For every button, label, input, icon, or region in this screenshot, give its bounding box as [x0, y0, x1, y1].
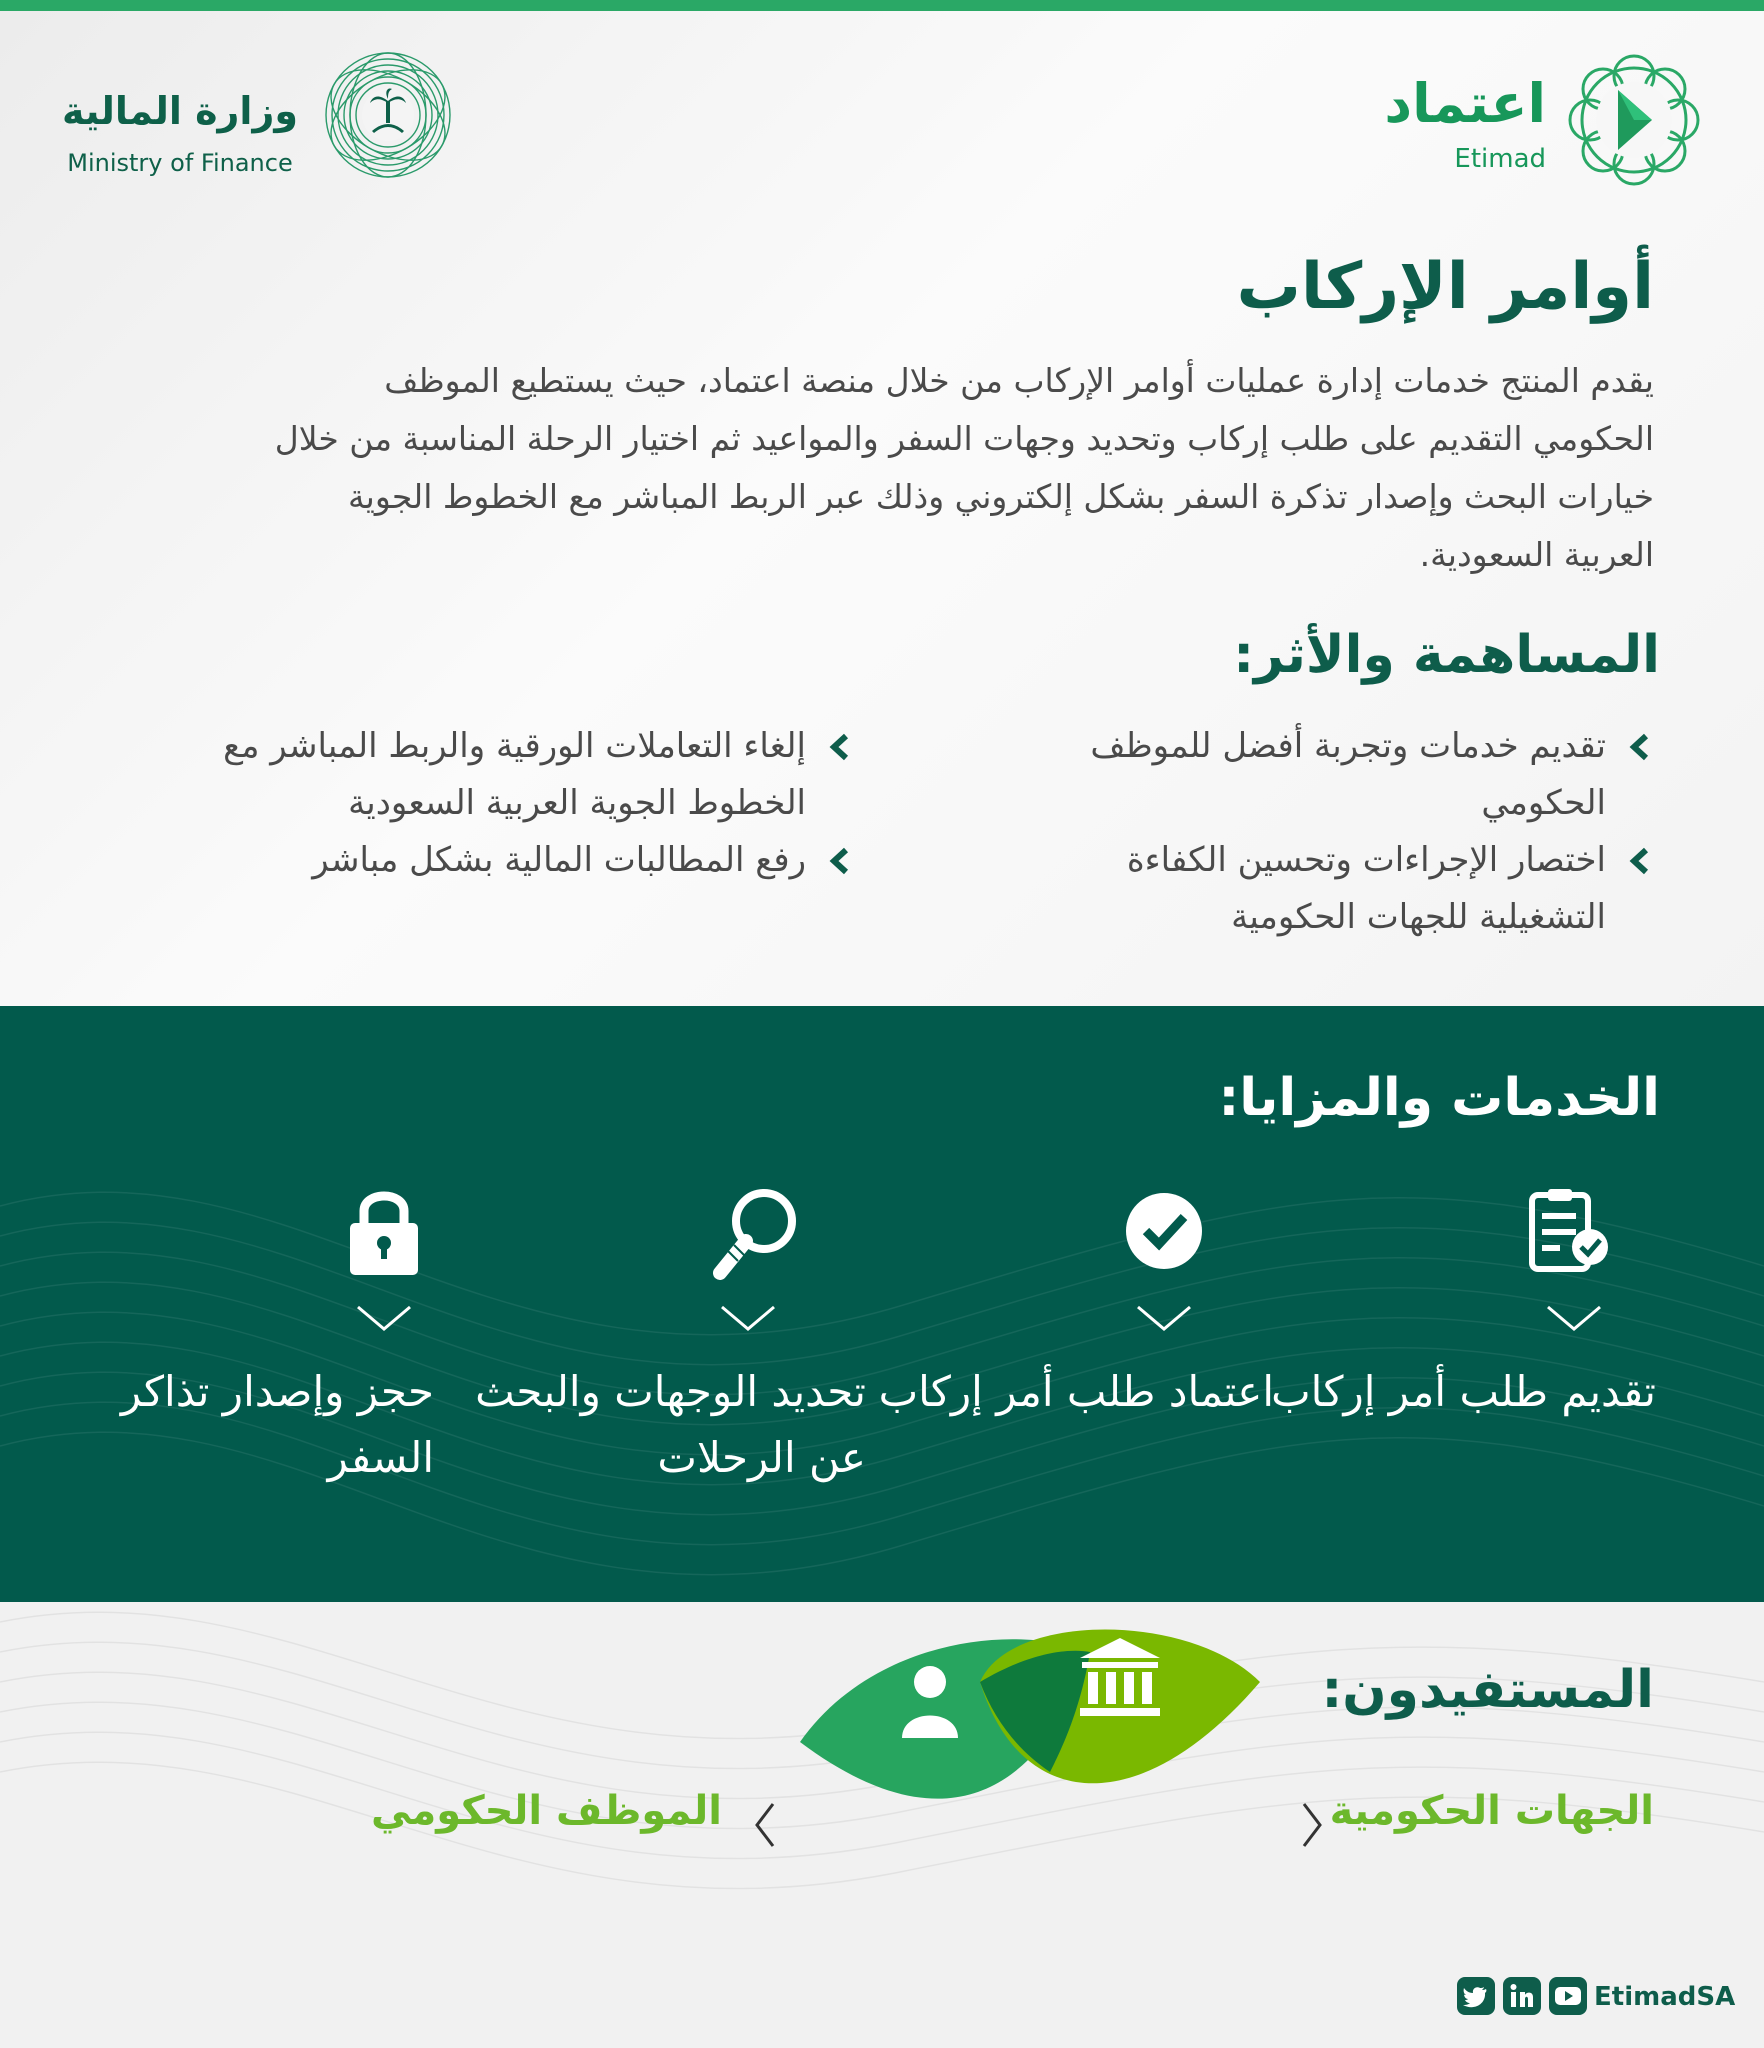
- service-label: تحديد الوجهات والبحث عن الرحلات: [475, 1367, 866, 1482]
- etimad-emblem-icon: [1564, 50, 1704, 190]
- chevron-left-icon: [828, 732, 854, 762]
- beneficiaries-leaves: [790, 1622, 1270, 1862]
- service-label: تقديم طلب أمر إركاب: [1271, 1367, 1656, 1416]
- chevron-left-icon: [1628, 732, 1654, 762]
- impact-item-text: تقديم خدمات وتجربة أفضل للموظف الحكومي: [1090, 726, 1606, 823]
- padlock-icon: [334, 1181, 434, 1281]
- chevron-down-icon: [354, 1301, 414, 1335]
- chevron-down-icon: [1134, 1301, 1194, 1335]
- youtube-icon[interactable]: [1548, 1976, 1588, 2016]
- impact-item: [194, 718, 854, 832]
- linkedin-icon[interactable]: [1502, 1976, 1542, 2016]
- check-circle-icon: [1114, 1181, 1214, 1281]
- chevron-left-icon: [828, 846, 854, 876]
- service-label: اعتماد طلب أمر إركاب: [878, 1367, 1274, 1416]
- service-label: حجز وإصدار تذاكر السفر: [120, 1367, 434, 1482]
- ministry-of-finance-logo: [60, 45, 460, 185]
- beneficiary-government-entities: الجهات الحكومية: [1329, 1788, 1654, 1834]
- etimad-name-ar: اعتماد: [1384, 72, 1546, 135]
- impact-item: [1044, 718, 1654, 832]
- impact-title: المساهمة والأثر:: [1233, 625, 1660, 685]
- mof-name-en: Ministry of Finance: [67, 149, 293, 177]
- beneficiaries-title: المستفيدون:: [1321, 1660, 1654, 1720]
- impact-item: [194, 832, 854, 889]
- mof-name-ar: وزارة المالية: [62, 89, 298, 133]
- services-title: الخدمات والمزايا:: [1218, 1068, 1660, 1128]
- beneficiary-government-employee: الموظف الحكومي: [371, 1788, 722, 1834]
- chevron-down-icon: [718, 1301, 778, 1335]
- clipboard-check-icon: [1520, 1181, 1620, 1281]
- intro-paragraph: يقدم المنتج خدمات إدارة عمليات أوامر الإركاب من خلال منصة اعتماد، حيث يستطيع الموظف الحكومي التقديم على طلب إركاب وتحديد وجهات السفر والمواعيد ثم اختيار الرحلة المناسبة من خلال خيارات البحث وإصدار تذكرة السفر بشكل إلكتروني وذلك عبر الربط المباشر مع الخطوط الجوية العربية السعودية.: [274, 361, 1654, 574]
- impact-item-text: إلغاء التعاملات الورقية والربط المباشر مع الخطوط الجوية العربية السعودية: [223, 726, 806, 823]
- etimad-logo: [1384, 50, 1704, 190]
- social-handle[interactable]: EtimadSA: [1594, 1982, 1736, 2012]
- service-item: [878, 1181, 1274, 1511]
- chevron-down-icon: [1544, 1301, 1604, 1335]
- impact-list-left: [194, 718, 854, 889]
- social-links: [1456, 1974, 1736, 2018]
- impact-item-text: رفع المطالبات المالية بشكل مباشر: [312, 840, 806, 880]
- chevron-left-icon: [751, 1800, 779, 1850]
- page-title: أوامر الإركاب: [1236, 250, 1654, 324]
- services-section: [0, 1006, 1764, 1602]
- service-item: [54, 1181, 434, 1511]
- impact-item-text: اختصار الإجراءات وتحسين الكفاءة التشغيلية للجهات الحكومية: [1126, 840, 1606, 937]
- chevron-right-icon: [1298, 1800, 1326, 1850]
- etimad-name-en: Etimad: [1454, 144, 1546, 174]
- twitter-icon[interactable]: [1456, 1976, 1496, 2016]
- impact-item: [1044, 832, 1654, 946]
- service-item: [475, 1181, 866, 1511]
- impact-list-right: [1044, 718, 1654, 946]
- service-item: [1271, 1181, 1656, 1511]
- top-accent-bar: [0, 0, 1764, 11]
- magnifier-icon: [706, 1181, 806, 1281]
- chevron-left-icon: [1628, 846, 1654, 876]
- palm-swords-emblem-icon: [318, 45, 458, 185]
